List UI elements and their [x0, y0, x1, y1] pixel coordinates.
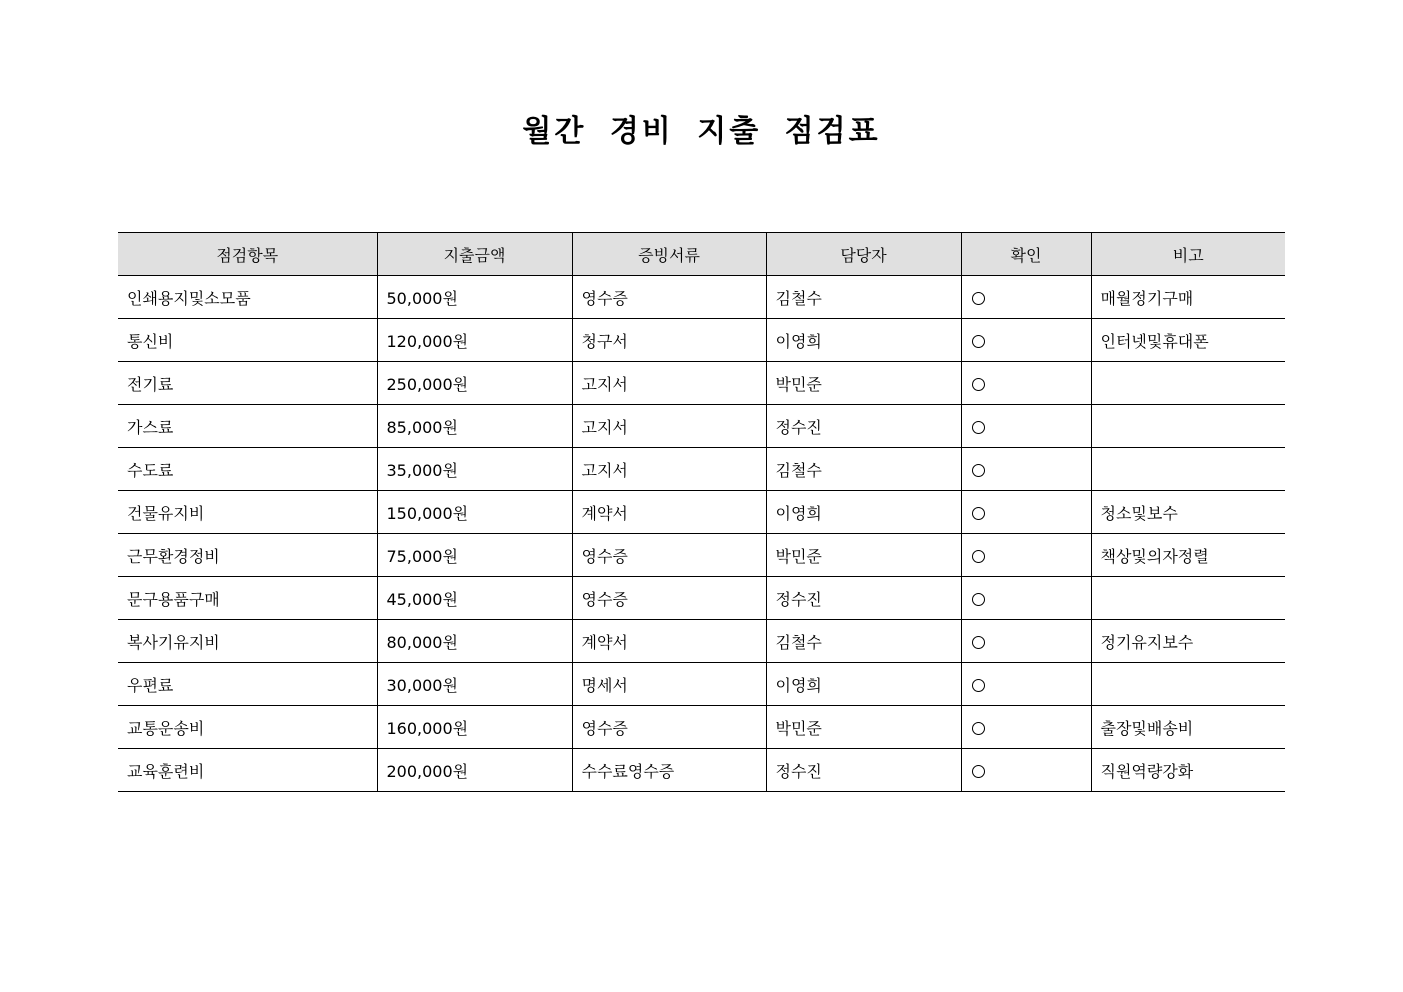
check-cell — [961, 405, 1091, 448]
manager-cell: 김철수 — [766, 448, 961, 491]
amount-cell: 120,000원 — [377, 319, 572, 362]
item-cell: 가스료 — [118, 405, 377, 448]
document-cell: 영수증 — [572, 706, 766, 749]
table-row — [118, 491, 1285, 534]
note-cell — [1091, 663, 1285, 706]
note-cell: 책상및의자정렬 — [1091, 534, 1285, 577]
manager-cell: 박민준 — [766, 362, 961, 405]
check-cell — [961, 491, 1091, 534]
item-cell: 인쇄용지및소모품 — [118, 276, 377, 319]
check-cell — [961, 319, 1091, 362]
manager-cell: 정수진 — [766, 577, 961, 620]
amount-cell: 30,000원 — [377, 663, 572, 706]
table-row — [118, 620, 1285, 663]
check-cell — [961, 276, 1091, 319]
header-row — [118, 233, 1285, 276]
check-circle-icon — [972, 679, 985, 692]
check-cell — [961, 663, 1091, 706]
amount-cell: 200,000원 — [377, 749, 572, 792]
amount-cell: 80,000원 — [377, 620, 572, 663]
header-item: 점검항목 — [118, 233, 377, 276]
item-cell: 근무환경정비 — [118, 534, 377, 577]
table-row — [118, 706, 1285, 749]
item-cell: 전기료 — [118, 362, 377, 405]
note-cell: 인터넷및휴대폰 — [1091, 319, 1285, 362]
page-title: 월간 경비 지출 점검표 — [522, 114, 881, 149]
amount-cell: 250,000원 — [377, 362, 572, 405]
note-cell: 출장및배송비 — [1091, 706, 1285, 749]
document-cell: 수수료영수증 — [572, 749, 766, 792]
amount-cell: 35,000원 — [377, 448, 572, 491]
note-cell — [1091, 362, 1285, 405]
check-cell — [961, 706, 1091, 749]
amount-cell: 160,000원 — [377, 706, 572, 749]
check-circle-icon — [972, 292, 985, 305]
note-cell: 직원역량강화 — [1091, 749, 1285, 792]
table-row — [118, 362, 1285, 405]
manager-cell: 김철수 — [766, 276, 961, 319]
amount-cell: 75,000원 — [377, 534, 572, 577]
amount-cell: 50,000원 — [377, 276, 572, 319]
check-circle-icon — [972, 464, 985, 477]
manager-cell: 이영희 — [766, 491, 961, 534]
document-cell: 고지서 — [572, 405, 766, 448]
document-cell: 고지서 — [572, 448, 766, 491]
check-circle-icon — [972, 421, 985, 434]
check-cell — [961, 749, 1091, 792]
item-cell: 통신비 — [118, 319, 377, 362]
table-row — [118, 749, 1285, 792]
document-cell: 명세서 — [572, 663, 766, 706]
header-amount: 지출금액 — [377, 233, 572, 276]
check-circle-icon — [972, 722, 985, 735]
table-row — [118, 276, 1285, 319]
note-cell — [1091, 577, 1285, 620]
check-circle-icon — [972, 378, 985, 391]
table-row — [118, 577, 1285, 620]
item-cell: 복사기유지비 — [118, 620, 377, 663]
check-cell — [961, 448, 1091, 491]
manager-cell: 정수진 — [766, 405, 961, 448]
expense-checklist-table — [118, 232, 1285, 792]
table-header — [118, 233, 1285, 276]
check-cell — [961, 577, 1091, 620]
item-cell: 교통운송비 — [118, 706, 377, 749]
item-cell: 교육훈련비 — [118, 749, 377, 792]
manager-cell: 박민준 — [766, 706, 961, 749]
table-body — [118, 276, 1285, 792]
header-note: 비고 — [1091, 233, 1285, 276]
manager-cell: 김철수 — [766, 620, 961, 663]
document-cell: 계약서 — [572, 491, 766, 534]
check-cell — [961, 534, 1091, 577]
item-cell: 우편료 — [118, 663, 377, 706]
check-circle-icon — [972, 335, 985, 348]
check-circle-icon — [972, 593, 985, 606]
manager-cell: 박민준 — [766, 534, 961, 577]
document-cell: 고지서 — [572, 362, 766, 405]
amount-cell: 45,000원 — [377, 577, 572, 620]
item-cell: 건물유지비 — [118, 491, 377, 534]
table-row — [118, 405, 1285, 448]
document-cell: 영수증 — [572, 577, 766, 620]
check-cell — [961, 620, 1091, 663]
expense-checklist-table-container — [118, 232, 1285, 792]
table-row — [118, 319, 1285, 362]
header-document: 증빙서류 — [572, 233, 766, 276]
amount-cell: 150,000원 — [377, 491, 572, 534]
document-cell: 계약서 — [572, 620, 766, 663]
header-manager: 담당자 — [766, 233, 961, 276]
table-row — [118, 534, 1285, 577]
table-row — [118, 663, 1285, 706]
document-cell: 영수증 — [572, 534, 766, 577]
note-cell — [1091, 405, 1285, 448]
document-cell: 영수증 — [572, 276, 766, 319]
check-circle-icon — [972, 636, 985, 649]
manager-cell: 정수진 — [766, 749, 961, 792]
document-cell: 청구서 — [572, 319, 766, 362]
check-cell — [961, 362, 1091, 405]
table-row — [118, 448, 1285, 491]
note-cell — [1091, 448, 1285, 491]
note-cell: 매월정기구매 — [1091, 276, 1285, 319]
check-circle-icon — [972, 507, 985, 520]
item-cell: 수도료 — [118, 448, 377, 491]
check-circle-icon — [972, 765, 985, 778]
check-circle-icon — [972, 550, 985, 563]
manager-cell: 이영희 — [766, 319, 961, 362]
note-cell: 정기유지보수 — [1091, 620, 1285, 663]
amount-cell: 85,000원 — [377, 405, 572, 448]
manager-cell: 이영희 — [766, 663, 961, 706]
item-cell: 문구용품구매 — [118, 577, 377, 620]
header-check: 확인 — [961, 233, 1091, 276]
note-cell: 청소및보수 — [1091, 491, 1285, 534]
